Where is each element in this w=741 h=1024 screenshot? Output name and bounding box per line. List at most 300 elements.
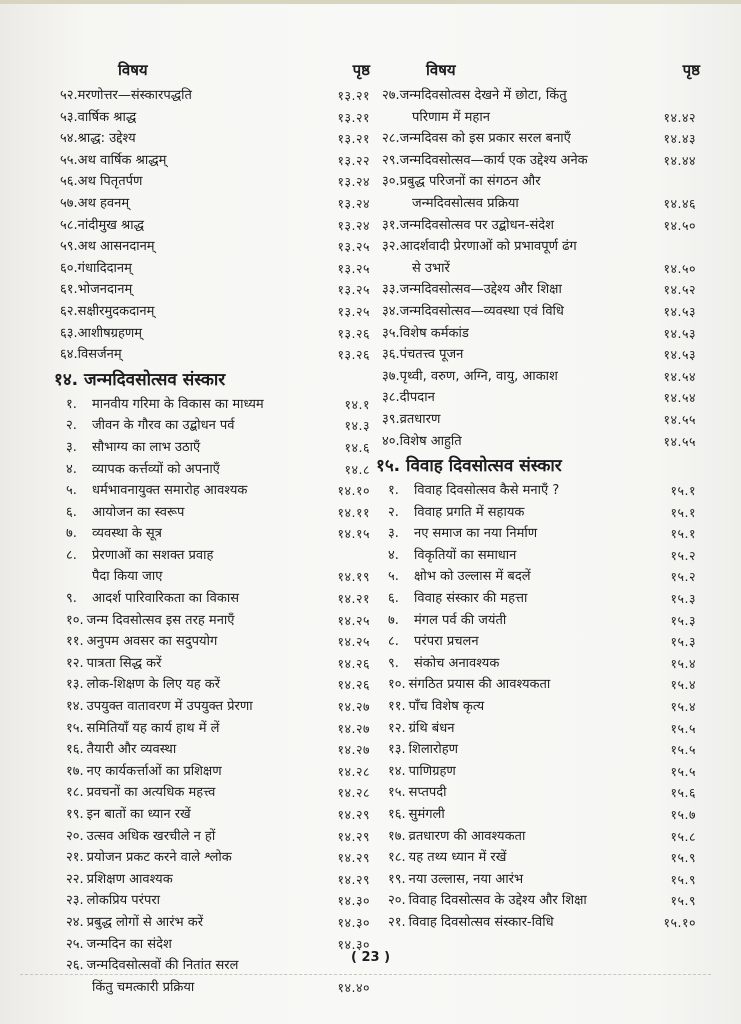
entry-number: ३८. [382, 390, 400, 406]
entry-number: १०. [388, 677, 406, 693]
entry-page: १५.३ [670, 612, 696, 628]
entry-title: मंगल पर्व की जयंती [414, 612, 507, 628]
toc-entry [382, 912, 694, 934]
entry-title: जन्मदिवसोत्सव—व्यवस्था एवं विधि [399, 303, 564, 319]
entry-title: परिणाम में महान [412, 109, 490, 125]
entry-number: ९. [66, 591, 77, 607]
entry-number: १९. [66, 807, 84, 822]
entry-title: विशेष कर्मकांड [399, 325, 469, 341]
entry-title: सौभाग्य का लाभ उठाएँ [92, 439, 201, 455]
entry-number: २१. [388, 914, 406, 930]
toc-entry [60, 739, 370, 761]
entry-title: यह तथ्य ध्यान में रखें [408, 850, 507, 866]
entry-page: १४.४६ [663, 195, 696, 211]
toc-entry [60, 804, 370, 826]
entry-page: १५.१ [670, 483, 696, 499]
entry-title: प्रबुद्ध लोगों से आरंभ करें [86, 914, 204, 930]
toc-entry [60, 193, 370, 215]
entry-page: १५.३ [670, 634, 696, 650]
entry-page: १५.२ [670, 569, 696, 585]
entry-page: १५.९ [670, 850, 696, 866]
toc-entry [382, 301, 694, 323]
entry-title: नए समाज का नया निर्माण [414, 526, 538, 542]
entry-page: १५.८ [670, 828, 696, 844]
entry-title: जन्मदिवसोत्सव प्रक्रिया [412, 195, 519, 211]
entry-number: ३७. [382, 368, 400, 384]
entry-page: १३.२२ [337, 152, 370, 168]
entry-title: धर्मभावनायुक्त समारोह आवश्यक [92, 483, 248, 499]
entry-number: ८. [66, 547, 77, 563]
toc-entry [60, 782, 370, 804]
toc-entry [60, 480, 370, 502]
entry-title: दीपदान [399, 390, 435, 406]
entry-number: १४. [388, 763, 406, 779]
toc-entry [60, 545, 360, 567]
entry-page: १३.२१ [337, 109, 370, 125]
entry-title: ग्रंथि बंधन [408, 720, 455, 736]
entry-page: १४.४२ [663, 109, 696, 125]
entry-page: १३.२५ [337, 303, 370, 319]
toc-left-column [54, 60, 370, 998]
entry-number: ५. [66, 483, 77, 499]
toc-entry [382, 826, 694, 848]
entry-title: इन बातों का ध्यान रखें [86, 807, 191, 822]
entry-title: प्रवचनों का अत्यधिक महत्त्व [86, 785, 216, 801]
entry-title: व्रतधारण की आवश्यकता [408, 828, 526, 844]
entry-page: १४.५५ [663, 433, 696, 449]
toc-entry [60, 415, 370, 437]
entry-number: १०. [66, 612, 84, 628]
toc-entry [60, 696, 370, 718]
entry-page: १४.५० [663, 260, 696, 276]
entry-page: १४.५२ [663, 282, 696, 298]
entry-number: १६. [66, 742, 84, 758]
entry-page: १४.२६ [337, 655, 370, 671]
entry-number: ६०. [60, 260, 78, 276]
entry-title: भोजनदानम् [77, 282, 133, 298]
toc-entry [60, 674, 370, 696]
entry-page: १५.६ [670, 785, 696, 801]
entry-number: ७. [388, 612, 399, 628]
entry-title: नए कार्यकर्त्ताओं का प्रशिक्षण [86, 763, 222, 779]
toc-entry [382, 193, 694, 215]
entry-page: १५.४ [670, 655, 696, 671]
entry-title: उपयुक्त वातावरण में उपयुक्त प्रेरणा [86, 699, 253, 715]
entry-number: ५६. [60, 174, 78, 190]
entry-number: २४. [66, 914, 84, 930]
entry-number: २०. [66, 828, 84, 844]
entry-title: आयोजन का स्वरूप [92, 504, 185, 520]
entry-page: १४.५४ [663, 390, 696, 406]
entry-page: १३.२५ [337, 260, 370, 276]
entry-number: ३०. [382, 174, 400, 190]
entry-title: जन्म दिवसोत्सव इस तरह मनाएँ [86, 612, 235, 628]
entry-title: विशेष आहुति [399, 433, 462, 449]
entry-page: १४.२९ [337, 828, 370, 844]
toc-entry [382, 171, 694, 193]
entry-title: प्रेरणाओं का सशक्त प्रवाह [92, 547, 214, 563]
entry-title: संगठित प्रयास की आवश्यकता [408, 677, 551, 693]
entry-page: १४.१० [337, 483, 370, 499]
entry-page: १४.२५ [337, 612, 370, 628]
entry-title: अथ पितृतर्पण [77, 174, 143, 190]
entry-title: श्राद्ध: उद्देश्य [77, 131, 136, 147]
entry-title: आशीषग्रहणम् [77, 325, 143, 341]
entry-title: अथ हवनम् [77, 195, 130, 211]
entry-page: १३.२५ [337, 282, 370, 298]
entry-page: १५.५ [670, 720, 696, 736]
entry-page: १३.२१ [337, 88, 370, 103]
entry-page: १३.२६ [337, 347, 370, 363]
entry-page: १५.९ [670, 871, 696, 887]
toc-entry [382, 588, 694, 610]
entry-title: जीवन के गौरव का उद्बोधन पर्व [92, 418, 235, 434]
entry-number: ५३. [60, 109, 78, 125]
entry-title: जन्मदिवसोत्सव—कार्य एक उद्देश्य अनेक [399, 152, 588, 168]
page-heading: पृष्ठ [682, 61, 700, 79]
toc-entry [382, 696, 694, 718]
toc-entry [60, 912, 370, 934]
entry-title: पाणिग्रहण [408, 763, 456, 779]
entry-page: १५.१० [663, 914, 696, 930]
entry-number: १२. [388, 720, 406, 736]
entry-title: उत्सव अधिक खरचीले न हों [86, 828, 216, 844]
toc-entry [382, 344, 694, 366]
entry-number: १७. [388, 828, 406, 844]
entry-title: सुमंगली [408, 807, 445, 822]
entry-title: गंधादिदानम् [77, 260, 132, 276]
entry-number: ५२. [60, 88, 78, 103]
toc-entry [60, 869, 370, 891]
entry-title: पंचतत्त्व पूजन [399, 347, 464, 363]
entry-page: १५.४ [670, 677, 696, 693]
entry-number: २७. [382, 88, 400, 103]
entry-number: ९. [388, 655, 399, 671]
entry-title: विवाह दिवसोत्सव कैसे मनाएँ ? [414, 483, 560, 499]
entry-title: पात्रता सिद्ध करें [86, 655, 162, 671]
entry-page: १४.२१ [337, 591, 370, 607]
entry-number: २१. [66, 850, 84, 866]
entry-number: ३१. [382, 217, 400, 233]
entry-number: ६. [66, 504, 77, 520]
entry-title: क्षोभ को उल्लास में बदलें [414, 569, 531, 585]
entry-number: ३. [388, 526, 399, 542]
toc-entry [382, 236, 694, 258]
toc-entry [60, 847, 370, 869]
entry-number: ६२. [60, 303, 78, 319]
entry-title: व्यवस्था के सूत्र [92, 526, 162, 542]
entry-number: ६१. [60, 282, 78, 298]
entry-page: १४.२६ [337, 677, 370, 693]
entry-title: लोकप्रिय परंपरा [86, 893, 161, 909]
entry-page: १५.५ [670, 742, 696, 758]
toc-entry [382, 215, 694, 237]
entry-number: १२. [66, 655, 84, 671]
entry-number: १४. [66, 699, 84, 715]
entry-title: शिलारोहण [408, 742, 459, 758]
entry-number: २. [388, 504, 399, 520]
entry-number: २२. [66, 871, 84, 887]
entry-title: सप्तपदी [408, 785, 447, 801]
entry-title: मानवीय गरिमा के विकास का माध्यम [92, 396, 264, 412]
entry-page: १३.२१ [337, 131, 370, 147]
entry-number: ५. [388, 569, 399, 585]
entry-page: १४.२८ [337, 785, 370, 801]
toc-entry [382, 674, 694, 696]
entry-page: १५.९ [670, 893, 696, 909]
entry-page: १५.२ [670, 547, 696, 563]
entry-title: पृथ्वी, वरुण, अग्नि, वायु, आकाश [399, 368, 558, 384]
entry-number: ५५. [60, 152, 78, 168]
entry-number: ५८. [60, 217, 78, 233]
toc-entry [382, 85, 694, 107]
entry-page: १५.७ [670, 807, 696, 822]
entry-number: ८. [388, 634, 399, 650]
toc-entry [382, 890, 694, 912]
entry-number: ३९. [382, 411, 400, 427]
entry-number: २०. [388, 893, 406, 909]
toc-entry [382, 761, 694, 783]
subject-heading: विषय [118, 61, 148, 79]
entry-number: ११. [66, 634, 84, 650]
toc-entry [382, 566, 694, 588]
entry-title: अथ वार्षिक श्राद्धम् [77, 152, 167, 168]
entry-page: १४.८ [344, 461, 370, 477]
page-number: ( 23 ) [350, 950, 391, 965]
entry-title: जन्मदिन का संदेश [86, 936, 172, 952]
entry-page: १४.३० [337, 893, 370, 909]
entry-title: परंपरा प्रचलन [414, 634, 479, 650]
toc-entry [382, 847, 694, 869]
entry-title: विवाह दिवसोत्सव के उद्देश्य और शिक्षा [408, 893, 587, 909]
entry-page: १४.२९ [337, 807, 370, 822]
toc-entry [382, 279, 694, 301]
chapter-heading: १४. जन्मदिवसोत्सव संस्कार [54, 369, 226, 390]
entry-number: ३२. [382, 239, 400, 255]
entry-title: जन्मदिवसोत्सवों की नितांत सरल [86, 958, 239, 974]
toc-entry [60, 301, 370, 323]
entry-page: १४.२७ [337, 742, 370, 758]
entry-number: ६४. [60, 347, 78, 363]
entry-title: अथ आसनदानम् [77, 239, 155, 255]
toc-entry [60, 566, 370, 588]
entry-number: ७. [66, 526, 77, 542]
entry-title: जन्मदिवसोत्सव—उद्देश्य और शिक्षा [399, 282, 562, 298]
entry-page: १४.११ [337, 504, 370, 520]
toc-entry [382, 480, 694, 502]
entry-page: १४.२७ [337, 699, 370, 715]
entry-page: १३.२४ [337, 217, 370, 233]
entry-title: अनुपम अवसर का सदुपयोग [86, 634, 218, 650]
entry-title: विवाह प्रगति में सहायक [414, 504, 525, 520]
toc-entry [60, 761, 370, 783]
entry-page: १५.३ [670, 591, 696, 607]
entry-title: संकोच अनावश्यक [414, 655, 500, 671]
entry-number: १. [388, 483, 399, 499]
entry-number: २३. [66, 893, 84, 909]
entry-page: १४.६ [344, 439, 370, 455]
entry-page: १४.२७ [337, 720, 370, 736]
entry-number: १. [66, 396, 77, 412]
toc-entry [60, 323, 370, 345]
toc-entry [60, 394, 370, 416]
toc-entry [60, 171, 370, 193]
toc-entry [60, 890, 370, 912]
entry-number: ३३. [382, 282, 400, 298]
entry-title: व्रतधारण [399, 411, 441, 427]
entry-page: १४.२९ [337, 850, 370, 866]
toc-entry [382, 545, 694, 567]
toc-entry [382, 150, 694, 172]
entry-title: प्रबुद्ध परिजनों का संगठन और [399, 174, 541, 190]
toc-entry [382, 502, 694, 524]
entry-page: १४.५० [663, 217, 696, 233]
entry-page: १३.२४ [337, 174, 370, 190]
toc-entry [60, 150, 370, 172]
toc-entry [382, 128, 694, 150]
entry-page: १४.३० [337, 936, 370, 952]
entry-title: वार्षिक श्राद्ध [77, 109, 137, 125]
entry-number: २६. [66, 958, 84, 974]
entry-page: १४.१५ [337, 526, 370, 542]
entry-number: १३. [388, 742, 406, 758]
entry-number: १९. [388, 871, 406, 887]
toc-entry [60, 653, 370, 675]
subject-heading: विषय [426, 61, 456, 79]
entry-number: २५. [66, 936, 84, 952]
entry-number: १८. [66, 785, 84, 801]
entry-title: किंतु चमत्कारी प्रक्रिया [92, 979, 195, 995]
toc-entry [60, 258, 370, 280]
entry-page: १४.५५ [663, 411, 696, 427]
entry-title: नया उल्लास, नया आरंभ [408, 871, 524, 887]
entry-number: ६. [388, 591, 399, 607]
entry-number: ३६. [382, 347, 400, 363]
toc-entry [382, 653, 694, 675]
entry-page: १४.५३ [663, 303, 696, 319]
entry-number: ४. [388, 547, 399, 563]
toc-entry [60, 523, 370, 545]
toc-list [54, 85, 370, 998]
toc-entry [382, 523, 694, 545]
toc-entry [60, 631, 370, 653]
entry-title: जन्मदिवस को इस प्रकार सरल बनाएँ [399, 131, 571, 147]
entry-title: आदर्शवादी प्रेरणाओं को प्रभावपूर्ण ढंग [399, 239, 577, 255]
entry-title: पैदा किया जाए [92, 569, 163, 585]
toc-entry [60, 236, 370, 258]
entry-number: ३. [66, 439, 77, 455]
entry-title: विवाह संस्कार की महत्ता [414, 591, 528, 607]
entry-number: ४. [66, 461, 77, 477]
toc-entry [60, 437, 370, 459]
entry-number: २९. [382, 152, 400, 168]
toc-entry [60, 128, 370, 150]
entry-title: लोक-शिक्षण के लिए यह करें [86, 677, 221, 693]
toc-entry [382, 804, 694, 826]
entry-page: १४.४३ [663, 131, 696, 147]
entry-page: १४.१९ [337, 569, 370, 585]
toc-entry [382, 782, 694, 804]
entry-number: ५४. [60, 131, 78, 147]
entry-number: २८. [382, 131, 400, 147]
toc-entry [60, 344, 370, 366]
toc-entry [382, 258, 694, 280]
entry-number: १३. [66, 677, 84, 693]
toc-entry [60, 826, 370, 848]
entry-title: जन्मदिवसोत्वस देखने में छोटा, किंतु [399, 88, 567, 103]
entry-page: १५.४ [670, 699, 696, 715]
toc-entry [382, 387, 694, 409]
footer-divider [20, 974, 711, 975]
entry-title: पाँच विशेष कृत्य [408, 699, 485, 715]
entry-page: १४.५४ [663, 368, 696, 384]
entry-page: १४.२९ [337, 871, 370, 887]
toc-entry [382, 631, 694, 653]
entry-title: जन्मदिवसोत्सव पर उद्बोधन-संदेश [399, 217, 555, 233]
entry-page: १५.५ [670, 763, 696, 779]
entry-page: १४.३ [344, 418, 370, 434]
toc-entry [382, 431, 694, 453]
entry-number: २. [66, 418, 77, 434]
entry-page: १३.२५ [337, 239, 370, 255]
entry-title: समितियाँ यह कार्य हाथ में लें [86, 720, 220, 736]
entry-title: विकृतियों का समाधान [414, 547, 517, 563]
entry-number: ५७. [60, 195, 78, 211]
entry-page: १३.२४ [337, 195, 370, 211]
entry-number: १५. [388, 785, 406, 801]
entry-page: १५.१ [670, 526, 696, 542]
toc-list [376, 85, 696, 934]
toc-entry [382, 366, 694, 388]
toc-entry [60, 459, 370, 481]
entry-number: ३५. [382, 325, 400, 341]
entry-number: ३४. [382, 303, 400, 319]
entry-page: १४.२८ [337, 763, 370, 779]
page-heading: पृष्ठ [352, 61, 370, 79]
entry-title: सक्षीरमुदकदानम् [77, 303, 155, 319]
entry-title: व्यापक कर्त्तव्यों को अपनाएँ [92, 461, 220, 477]
entry-number: १७. [66, 763, 84, 779]
toc-entry [382, 869, 694, 891]
toc-entry [382, 409, 694, 431]
entry-number: १५. [66, 720, 84, 736]
toc-entry [60, 279, 370, 301]
column-header [382, 60, 700, 84]
entry-title: मरणोत्तर—संस्कारपद्धति [77, 88, 192, 103]
entry-page: १४.४० [337, 979, 370, 995]
entry-number: ६३. [60, 325, 78, 341]
toc-entry [60, 85, 370, 107]
toc-entry [60, 977, 370, 999]
entry-number: १६. [388, 807, 406, 822]
column-header [60, 60, 370, 84]
toc-entry [60, 718, 370, 740]
toc-entry [60, 610, 370, 632]
entry-page: १४.१ [344, 396, 370, 412]
chapter-heading: १५. विवाह दिवसोत्सव संस्कार [376, 456, 562, 477]
toc-entry [382, 323, 694, 345]
toc-right-column [376, 60, 700, 934]
entry-title: तैयारी और व्यवस्था [86, 742, 177, 758]
entry-title: नांदीमुख श्राद्ध [77, 217, 145, 233]
entry-page: १४.३० [337, 914, 370, 930]
entry-title: प्रयोजन प्रकट करने वाले श्लोक [86, 850, 232, 866]
toc-entry [382, 739, 694, 761]
entry-page: १५.१ [670, 504, 696, 520]
entry-title: प्रशिक्षण आवश्यक [86, 871, 173, 887]
entry-number: ४०. [382, 433, 400, 449]
toc-entry [382, 107, 694, 129]
